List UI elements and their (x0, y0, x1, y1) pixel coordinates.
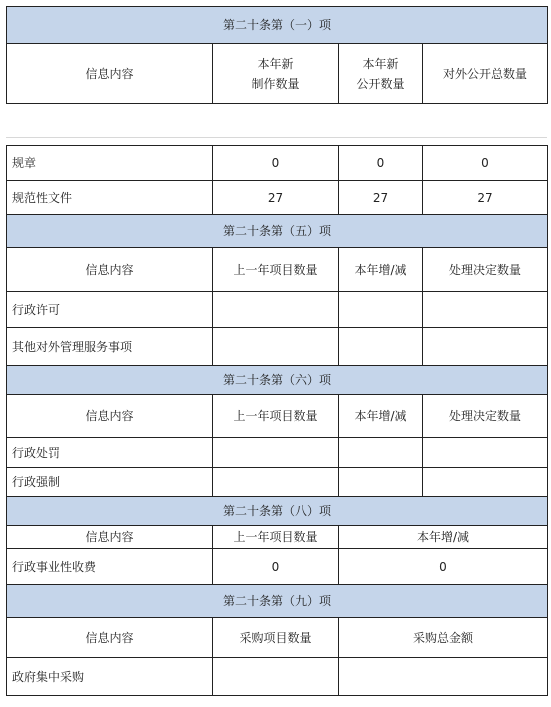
table-row (7, 549, 548, 585)
section9-title: 第二十条第（九）项 (7, 585, 548, 618)
row-label: 规章 (7, 146, 213, 181)
section6-title: 第二十条第（六）项 (7, 366, 548, 395)
empty-cell (213, 328, 339, 366)
empty-cell (339, 658, 548, 696)
disclosure-table (6, 145, 548, 696)
section9-col-count: 采购项目数量 (213, 618, 339, 658)
table-row (7, 181, 548, 215)
section1-title: 第二十条第（一）项 (7, 7, 548, 44)
row-change-value: 0 (339, 549, 548, 585)
section9-col-amount: 采购总金额 (339, 618, 548, 658)
table-row (7, 146, 548, 181)
section8-col-info: 信息内容 (7, 526, 213, 549)
empty-cell (423, 292, 548, 328)
row-total-value: 27 (423, 181, 548, 215)
empty-cell (213, 292, 339, 328)
row-label: 行政强制 (7, 468, 213, 497)
row-label: 规范性文件 (7, 181, 213, 215)
row-label: 行政事业性收费 (7, 549, 213, 585)
empty-cell (339, 468, 423, 497)
row-label: 行政处罚 (7, 438, 213, 468)
empty-cell (423, 468, 548, 497)
empty-cell (339, 328, 423, 366)
row-label: 政府集中采购 (7, 658, 213, 696)
section6-col-info: 信息内容 (7, 395, 213, 438)
table-row (7, 658, 548, 696)
empty-cell (423, 438, 548, 468)
table-row (7, 438, 548, 468)
section5-col-decision: 处理决定数量 (423, 248, 548, 292)
section5-col-prev: 上一年项目数量 (213, 248, 339, 292)
table-row (7, 292, 548, 328)
empty-cell (213, 438, 339, 468)
section9-col-info: 信息内容 (7, 618, 213, 658)
row-made-value: 0 (213, 146, 339, 181)
empty-cell (339, 438, 423, 468)
section6-col-decision: 处理决定数量 (423, 395, 548, 438)
empty-cell (423, 328, 548, 366)
section1-col-total: 对外公开总数量 (423, 44, 548, 104)
row-total-value: 0 (423, 146, 548, 181)
row-made-value: 27 (213, 181, 339, 215)
table-row (7, 328, 548, 366)
empty-cell (339, 292, 423, 328)
page-break-line (6, 137, 547, 138)
section1-header-table (6, 6, 548, 104)
empty-cell (213, 468, 339, 497)
section8-col-prev: 上一年项目数量 (213, 526, 339, 549)
row-public-value: 27 (339, 181, 423, 215)
row-prev-value: 0 (213, 549, 339, 585)
section1-col-new-public: 本年新 公开数量 (339, 44, 423, 104)
section6-col-change: 本年增/减 (339, 395, 423, 438)
table-row (7, 468, 548, 497)
section5-title: 第二十条第（五）项 (7, 215, 548, 248)
row-label: 其他对外管理服务事项 (7, 328, 213, 366)
row-label: 行政许可 (7, 292, 213, 328)
section8-col-change: 本年增/减 (339, 526, 548, 549)
empty-cell (213, 658, 339, 696)
section5-col-change: 本年增/减 (339, 248, 423, 292)
section1-col-info: 信息内容 (7, 44, 213, 104)
section1-col-new-made: 本年新 制作数量 (213, 44, 339, 104)
section8-title: 第二十条第（八）项 (7, 497, 548, 526)
row-public-value: 0 (339, 146, 423, 181)
section6-col-prev: 上一年项目数量 (213, 395, 339, 438)
section5-col-info: 信息内容 (7, 248, 213, 292)
